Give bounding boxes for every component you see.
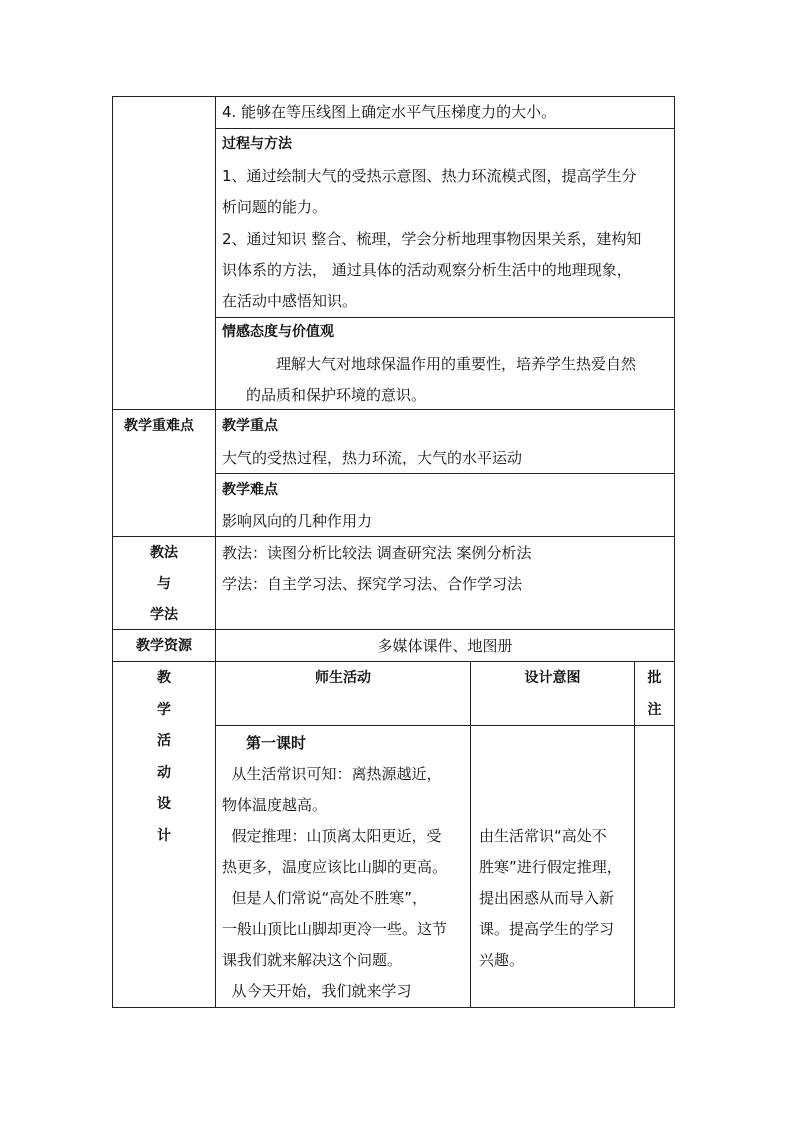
- learning-methods: 学法：自主学习法、探究学习法、合作学习法: [222, 575, 523, 593]
- activity-line: 从今天开始，我们就来学习: [222, 982, 412, 1000]
- process-line: 在活动中感悟知识。: [222, 292, 358, 310]
- activity-line: 一般山顶比山脚却更冷一些。这节: [222, 920, 448, 938]
- design-label-char: 教: [157, 670, 171, 686]
- teaching-methods: 教法：读图分析比较法 调查研究法 案例分析法: [222, 544, 532, 562]
- methods-label-line-1: 教法: [150, 545, 178, 561]
- process-line: 1、通过绘制大气的受热示意图、热力环流模式图，提高学生分: [222, 167, 637, 185]
- intent-line: 课。提高学生的学习: [479, 920, 615, 938]
- col-divider-intent: [470, 661, 471, 1008]
- row-divider: [112, 661, 675, 662]
- design-label-char: 计: [157, 828, 171, 844]
- process-line: 析问题的能力。: [222, 198, 328, 216]
- process-line: 识体系的方法， 通过具体的活动观察分析生活中的地理现象，: [222, 261, 632, 279]
- activity-line: 从生活常识可知：离热源越近，: [222, 765, 442, 783]
- methods-label-line-2: 与: [157, 576, 171, 592]
- design-label-char: 设: [157, 796, 171, 812]
- row-divider: [215, 473, 675, 474]
- label-column-divider: [215, 96, 216, 1008]
- attitude-line: 的品质和保护环境的意识。: [246, 386, 427, 404]
- intent-line: 兴趣。: [479, 951, 525, 969]
- process-line: 2、通过知识 整合、梳理，学会分析地理事物因果关系，建构知: [222, 230, 642, 248]
- key-points-label: 教学重难点: [124, 418, 194, 434]
- methods-label-line-3: 学法: [150, 607, 178, 623]
- activity-line: 但是人们常说“高处不胜寒”，: [222, 889, 428, 907]
- column-header-note: 批: [647, 670, 662, 686]
- focus-text: 大气的受热过程，热力环流，大气的水平运动: [222, 449, 523, 467]
- activity-line: 物体温度越高。: [222, 796, 328, 814]
- activity-line: 课我们就来解决这个问题。: [222, 951, 403, 969]
- table-border-right: [674, 96, 675, 1008]
- resources-value: 多媒体课件、地图册: [377, 637, 513, 655]
- row-divider: [112, 409, 675, 410]
- design-label-char: 活: [157, 733, 171, 749]
- objective-line-4: 4. 能够在等压线图上确定水平气压梯度力的大小。: [222, 103, 557, 121]
- lesson-title: 第一课时: [246, 734, 307, 752]
- attitude-line: 理解大气对地球保温作用的重要性，培养学生热爱自然: [276, 355, 637, 373]
- intent-line: 提出困惑从而导入新: [479, 889, 615, 907]
- difficulty-text: 影响风向的几种作用力: [222, 512, 373, 530]
- design-label-char: 动: [157, 765, 171, 781]
- column-header-note: 注: [647, 702, 662, 718]
- intent-line: 由生活常识“高处不: [479, 827, 607, 845]
- row-divider: [112, 629, 675, 630]
- process-heading: 过程与方法: [222, 136, 292, 152]
- resources-label: 教学资源: [136, 638, 192, 654]
- activity-line: 假定推理：山顶离太阳更近，受: [222, 827, 442, 845]
- difficulty-heading: 教学难点: [222, 482, 278, 498]
- intent-line: 胜寒”进行假定推理，: [479, 858, 622, 876]
- table-border-bottom: [112, 1007, 675, 1008]
- activity-line: 热更多，温度应该比山脚的更高。: [222, 858, 448, 876]
- focus-heading: 教学重点: [222, 418, 278, 434]
- column-header-activity: 师生活动: [315, 670, 371, 686]
- row-divider: [215, 128, 675, 129]
- design-label-char: 学: [157, 702, 171, 718]
- table-border-top: [112, 96, 675, 97]
- column-header-intent: 设计意图: [524, 670, 581, 686]
- row-divider: [215, 725, 675, 726]
- row-divider: [112, 536, 675, 537]
- row-divider: [215, 317, 675, 318]
- attitude-heading: 情感态度与价值观: [222, 324, 334, 340]
